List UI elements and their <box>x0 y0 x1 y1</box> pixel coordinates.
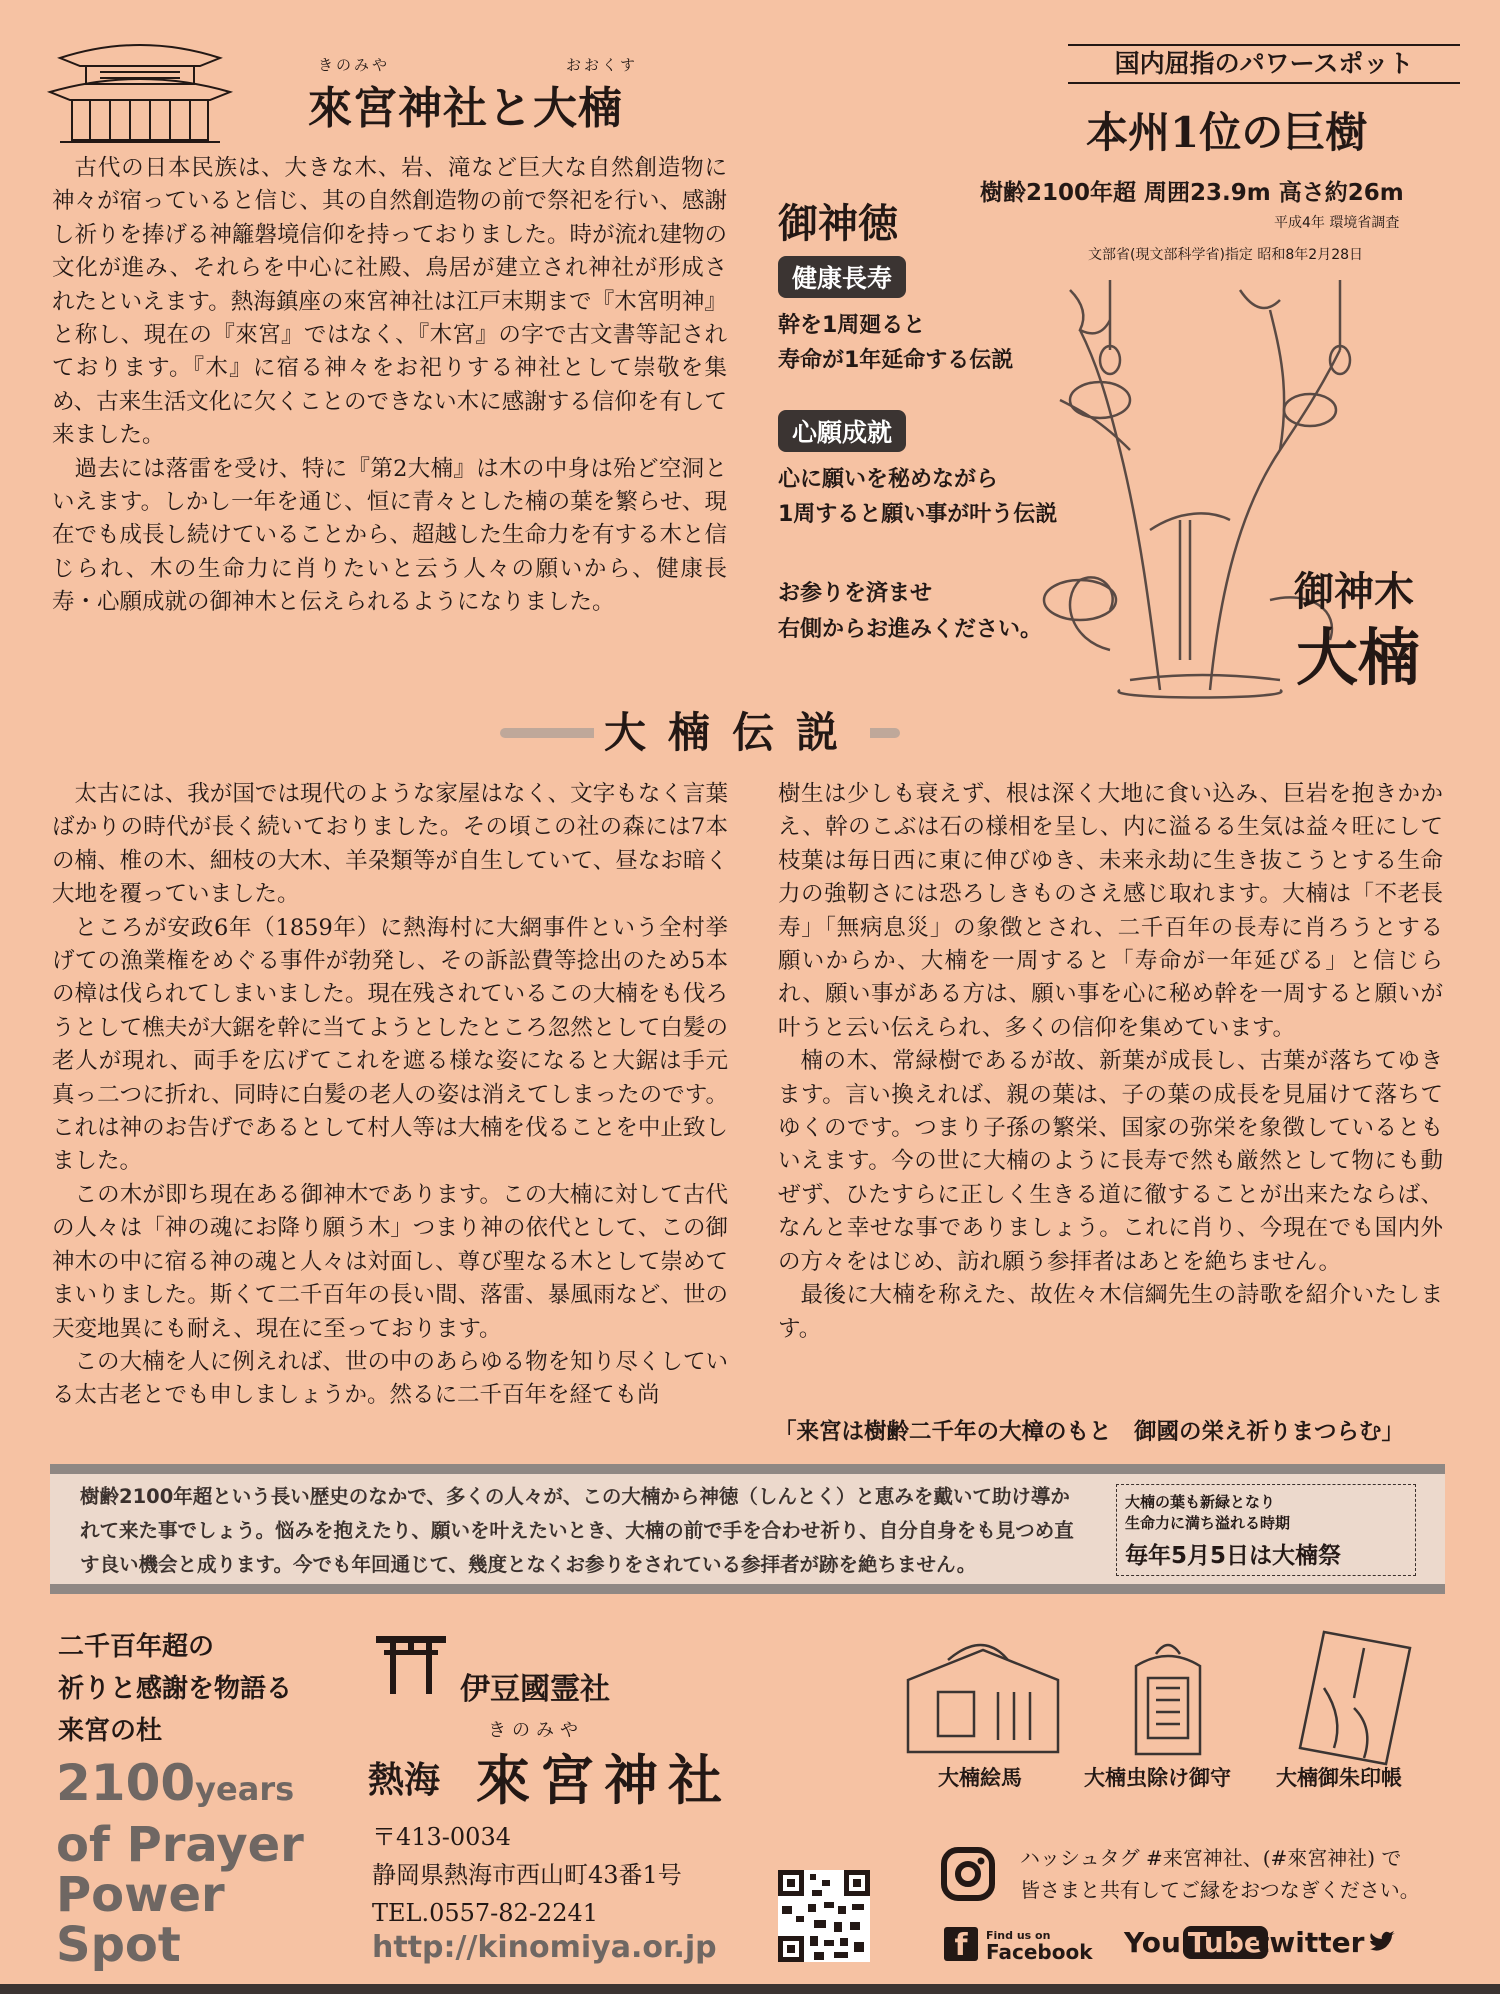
instagram-icon[interactable] <box>940 1846 996 1902</box>
website-link[interactable]: http://kinomiya.or.jp <box>372 1930 717 1965</box>
legend-paragraph-6: 楠の木、常緑樹であるが故、新葉が成長し、古葉が落ちてゆきます。言い換えれば、親の葉は、子の葉の成長を見届けて落ちてゆくのです。つまり子孫の繁栄、国家の弥栄を象徴しているともいえます。今の世に大楠のように長寿で然も厳然として物にも動ぜず、ひたすらに正しく生きる道に徹することが出来たならば、なんと幸せな事でありましょう。これに肖り、今現在でも国内外の方々をはじめ、訪れ願う参拝者はあとを絶ちません。 <box>778 1048 1443 1275</box>
survey-note: 平成4年 環境省調査 <box>1274 215 1400 231</box>
qr-pattern <box>778 1870 870 1962</box>
legend-paragraph-7: 最後に大楠を称えた、故佐々木信綱先生の詩歌を紹介いたします。 <box>778 1282 1443 1342</box>
virtues-title: 御神徳 <box>778 200 898 247</box>
festival-box <box>1116 1484 1416 1576</box>
tagline-line2: 祈りと感謝を物語る <box>58 1674 293 1704</box>
shrine-building-illustration <box>40 38 240 146</box>
poem: 「来宮は樹齢二千年の大樟のもと 御國の栄え祈りまつらむ」 <box>774 1419 1405 1445</box>
virtue-badge-health: 健康長寿 <box>778 256 906 298</box>
virtue-2-line1: 心に願いを秘めながら <box>778 467 999 492</box>
legend-right-column <box>778 778 1443 1346</box>
hashtag-line1: ハッシュタグ #来宮神社、(#來宮神社) で <box>1020 1846 1402 1870</box>
twitter-bird-icon <box>1368 1931 1396 1955</box>
legend-paragraph-3: この木が即ち現在ある御神木であります。この大楠に対して古代の人々は「神の魂にお降り願う木」つまり神の依代として、この御神木の中に宿る神の魂と人々は対面し、尊び聖なる木として崇めてまいりました。斯くて二千百年の長い間、落雷、暴風雨など、世の天変地異にも耐え、現在に至っております。 <box>52 1181 728 1342</box>
intro-paragraph-1: 古代の日本民族は、大きな木、岩、滝など巨大な自然創造物に神々が宿っていると信じ、其の自然創造物の前で祭祀を行い、感謝し祈りを捧げる神籬磐境信仰を持っておりました。時が流れ建物の文化が進み、それらを中心に社殿、鳥居が建立され神社が形成されたといえます。熱海鎮座の來宮神社は江戸末期まで『木宮明神』と称し、現在の『來宮』ではなく、『木宮』の字で古文書等記されております。『木』に宿る神々をお祀りする神社として崇敬を集め、古来生活文化に欠くことのできない木に感謝する信仰を有して来ました。 <box>52 155 728 449</box>
tagline-line1: 二千百年超の <box>58 1632 215 1662</box>
youtube-you: You <box>1124 1926 1181 1959</box>
english-of-prayer: of Prayer <box>56 1817 304 1873</box>
bottom-edge <box>0 1984 1500 1994</box>
english-power: Power <box>56 1867 225 1923</box>
ruby-ookusu: おおくす <box>566 56 639 74</box>
legend-paragraph-1: 太古には、我が国では現代のような家屋はなく、文字もなく言葉ばかりの時代が長く続いておりました。その頃この社の森には7本の楠、椎の木、細枝の大木、羊朶類等が自生していて、昼なお暗く大地を覆っていました。 <box>52 781 728 908</box>
summary-text: 樹齢2100年超という長い歴史のなかで、多くの人々が、この大楠から神徳（しんとく）と恵みを戴いて助け導かれて来た事でしょう。悩みを抱えたり、願いを叶えたいとき、大楠の前で手を合わせ祈り、自分自身をも見つめ直す良い機会と成ります。今でも年回通じて、幾度となくお参りをされている参拝者が跡を絶ちません。 <box>80 1485 1074 1576</box>
virtue-1-line1: 幹を1周廻ると <box>778 313 926 338</box>
goods-goshuincho-label: 大楠御朱印帳 <box>1276 1766 1402 1790</box>
visit-line2: 右側からお進みください。 <box>778 617 1043 642</box>
shrine-prefix: 熱海 <box>368 1759 441 1801</box>
ruby-kinomiya: きのみや <box>318 56 391 74</box>
shrine-name: 來宮神社 <box>476 1748 732 1812</box>
twitter-text: twitter <box>1256 1926 1365 1959</box>
intro-text <box>52 152 727 620</box>
address: 静岡県熱海市西山町43番1号 <box>372 1861 682 1889</box>
twitter-link[interactable] <box>1256 1926 1396 1959</box>
page-title: 來宮神社と大楠 <box>308 83 623 134</box>
english-2100: 2100 <box>56 1754 196 1812</box>
intro-paragraph-2: 過去には落雷を受け、特に『第2大楠』は木の中身は殆ど空洞といえます。しかし一年を通じ、恒に青々とした楠の葉を繁らせ、現在でも成長し続けていることから、超越した生命力を有する木と信じられ、木の生命力に肖りたいと云う人々の願いから、健康長寿・心願成就の御神木と伝えられるようになりました。 <box>52 455 728 616</box>
goods-ema-label: 大楠絵馬 <box>938 1766 1022 1790</box>
goods-omamori-label: 大楠虫除け御守 <box>1084 1766 1231 1790</box>
festival-line1: 大楠の葉も新緑となり <box>1125 1493 1276 1511</box>
shrine-ruby: きのみや <box>488 1720 584 1741</box>
virtue-1 <box>778 256 1013 374</box>
designation-note: 文部省(現文部科学省)指定 昭和8年2月28日 <box>1088 247 1364 263</box>
facebook-link[interactable] <box>944 1924 1093 1964</box>
omamori-illustration <box>1128 1636 1208 1760</box>
facebook-icon: f <box>944 1927 978 1961</box>
youtube-link[interactable] <box>1124 1926 1268 1959</box>
visit-note <box>778 576 1042 648</box>
ema-plaque-illustration <box>898 1640 1068 1760</box>
telephone[interactable]: TEL.0557-82-2241 <box>372 1899 599 1927</box>
festival-main: 毎年5月5日は大楠祭 <box>1125 1543 1342 1569</box>
virtue-2 <box>778 410 1057 528</box>
virtue-2-line2: 1周すると願い事が叶う伝説 <box>778 502 1058 527</box>
goshinboku-label: 御神木 <box>1294 568 1414 615</box>
torii-icon <box>376 1634 446 1694</box>
virtue-1-line2: 寿命が1年延命する伝説 <box>778 348 1014 373</box>
visit-line1: お参りを済ませ <box>778 581 933 606</box>
tree-stats: 樹齢2100年超 周囲23.9m 高さ約26m <box>980 180 1404 206</box>
power-spot-banner: 国内屈指のパワースポット <box>1068 44 1460 84</box>
shrine-subtitle: 伊豆國霊社 <box>460 1672 610 1707</box>
facebook-small: Find us on <box>986 1929 1051 1942</box>
virtue-badge-wish: 心願成就 <box>778 410 906 452</box>
goshuincho-illustration <box>1294 1628 1414 1768</box>
footer-tagline <box>58 1626 292 1752</box>
legend-paragraph-5: 樹生は少しも衰えず、根は深く大地に食い込み、巨岩を抱きかかえ、幹のこぶは石の様相を呈し、内に溢るる生気は益々旺にして枝葉は毎日西に東に伸びゆき、未来永劫に生き抜こうとする生命力の強靭さには恐ろしきものさえ感じ取れます。大楠は「不老長寿」「無病息災」の象徴とされ、二千百年の長寿に肖ろうとする願いからか、大楠を一周すると「寿命が一年延びる」と信じられ、願い事がある方は、願い事を心に秘め幹を一周すると願いが叶うと云い伝えられ、多くの信仰を集めています。 <box>778 781 1443 1041</box>
address-block <box>372 1818 682 1932</box>
legend-paragraph-2: ところが安政6年（1859年）に熱海村に大網事件という全村挙げての漁業権をめぐる事件が勃発し、その訴訟費等捻出のため5本の樟は伐られてしまいました。現在残されているこの大楠をも伐ろうとして樵夫が大鋸を幹に当てようとしたところ忽然として白髪の老人が現れ、両手を広げてこれを遮る様な姿になると大鋸は手元真っ二つに折れ、同時に白髪の老人の姿は消えてしまったのです。これは神のお告げであるとして村人等は大楠を伐ることを中止致しました。 <box>52 914 728 1175</box>
english-tagline <box>56 1754 304 1973</box>
legend-title: 大楠伝説 <box>594 700 870 760</box>
youtube-tube: Tube <box>1183 1926 1268 1959</box>
hashtag-line2: 皆さまと共有してご縁をおつなぎください。 <box>1020 1878 1420 1902</box>
tagline-line3: 来宮の杜 <box>58 1716 163 1746</box>
qr-code[interactable] <box>778 1870 870 1962</box>
english-years: years <box>195 1770 295 1808</box>
english-spot: Spot <box>56 1917 181 1973</box>
hashtag-text <box>1020 1842 1420 1906</box>
legend-paragraph-4: この大楠を人に例えれば、世の中のあらゆる物を知り尽くしている太古老とでも申しましょうか。然るに二千百年を経ても尚 <box>52 1348 728 1409</box>
festival-line2: 生命力に満ち溢れる時期 <box>1125 1514 1291 1532</box>
legend-left-column <box>52 778 728 1413</box>
postal-code: 〒413-0034 <box>372 1823 511 1851</box>
facebook-big: Facebook <box>986 1940 1093 1964</box>
power-spot-headline: 本州1位の巨樹 <box>1086 108 1368 157</box>
okusu-label: 大楠 <box>1296 621 1421 694</box>
